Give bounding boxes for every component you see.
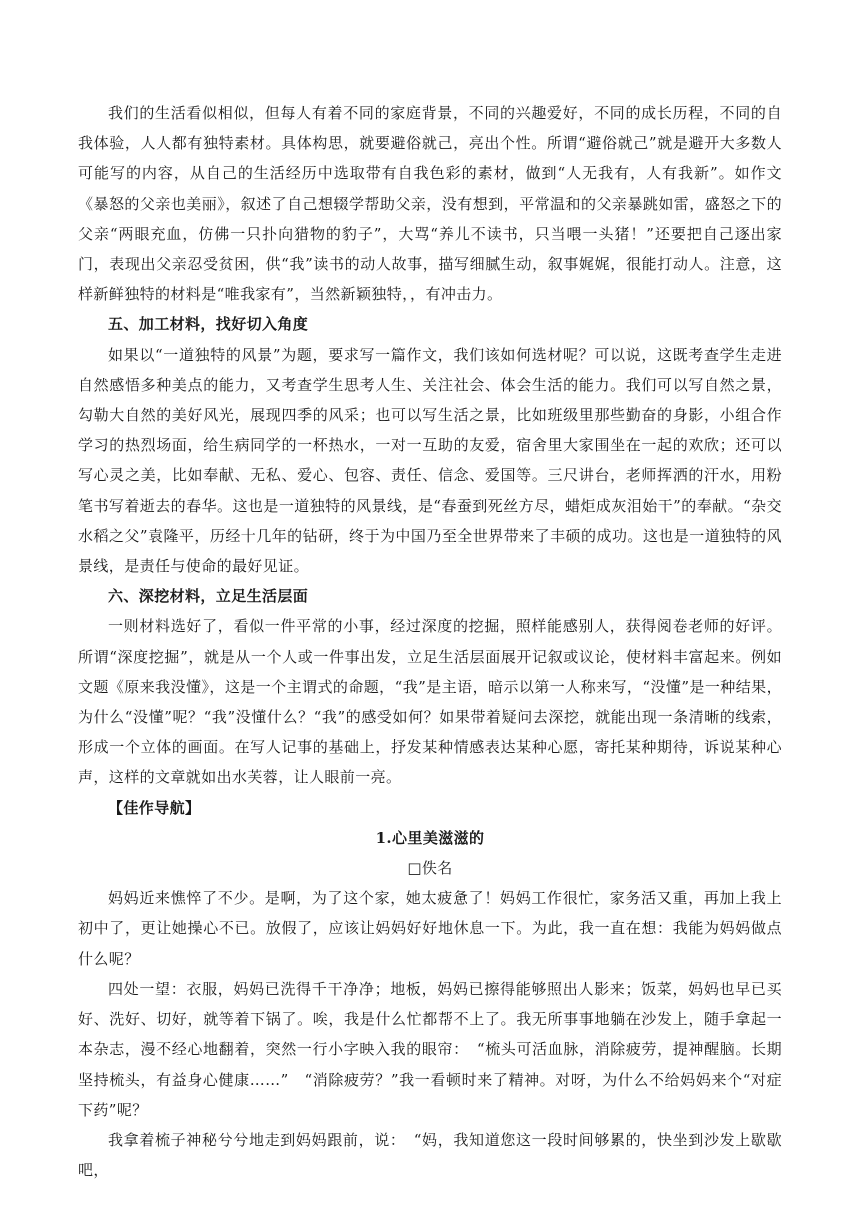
essay-title: 1.心里美滋滋的 [375,828,485,847]
section-heading-5: 五、加工材料，找好切入角度 [108,315,309,334]
essay-paragraph: 四处一望：衣服，妈妈已洗得千干净净；地板，妈妈已擦得能够照出人影来；饭菜，妈妈也早已买好、洗好、切好，就等着下锅了。唉，我是什么忙都帮不上了。我无所事事地躺在沙发上，随手拿起一本杂志，漫不经心地翻着，突然一行小字映入我的眼帘： “梳头可活血脉，消除疲劳，提神醒脑。长期坚持梳头，有益身心健康……” “消除疲劳？”我一看顿时来了精神。对呀，为什么不给妈妈来个“对症下药”呢？ [78,979,782,1119]
featured-essays-label: 【佳作导航】 [108,798,201,817]
essay-paragraph: 妈妈近来憔悴了不少。是啊，为了这个家，她太疲惫了！妈妈工作很忙，家务活又重，再加上我上初中了，更让她操心不已。放假了，应该让妈妈好好地休息一下。为此，我一直在想：我能为妈妈做点什么呢？ [78,889,782,968]
body-paragraph: 我们的生活看似相似，但每人有着不同的家庭背景，不同的兴趣爱好，不同的成长历程，不同的自我体验，人人都有独特素材。具体构思，就要避俗就己，亮出个性。所谓“避俗就己”就是避开大多数人可能写的内容，从自己的生活经历中选取带有自我色彩的素材，做到“人无我有，人有我新”。如作文《暴怒的父亲也美丽》，叙述了自己想辍学帮助父亲，没有想到，平常温和的父亲暴跳如雷，盛怒之下的父亲“两眼充血，仿佛一只扑向猎物的豹子”，大骂“养儿不读书，只当喂一头猪！”还要把自己逐出家门，表现出父亲忍受贫困，供“我”读书的动人故事，描写细腻生动，叙事娓娓，很能打动人。注意，这样新鲜独特的材料是“唯我家有”，当然新颖独特，，有冲击力。 [78,104,782,304]
essay-author: □佚名 [407,859,453,878]
body-paragraph: 如果以“一道独特的风景”为题，要求写一篇作文，我们该如何选材呢？可以说，这既考查学生走进自然感悟多种美点的能力，又考查学生思考人生、关注社会、体会生活的能力。我们可以写自然之景，勾勒大自然的美好风光，展现四季的风采；也可以写生活之景，比如班级里那些勤奋的身影，小组合作学习的热烈场面，给生病同学的一杯热水，一对一互助的友爱，宿舍里大家围坐在一起的欢欣；还可以写心灵之美，比如奉献、无私、爱心、包容、责任、信念、爱国等。三尺讲台，老师挥洒的汗水，用粉笔书写着逝去的春华。这也是一道独特的风景线，是“春蚕到死丝方尽，蜡炬成灰泪始干”的奉献。“杂交水稻之父”袁隆平，历经十几年的钻研，终于为中国乃至全世界带来了丰硕的成功。这也是一道独特的风景线，是责任与使命的最好见证。 [78,345,782,576]
section-heading-6: 六、深挖材料，立足生活层面 [108,587,309,606]
body-paragraph: 一则材料选好了，看似一件平常的小事，经过深度的挖掘，照样能感别人，获得阅卷老师的好评。所谓“深度挖掘”，就是从一个人或一件事出发，立足生活层面展开记叙或议论，使材料丰富起来。例如文题《原来我没懂》，这是一个主谓式的命题，“我”是主语，暗示以第一人称来写，“没懂”是一种结果，为什么“没懂”呢？“我”没懂什么？“我”的感受如何？如果带着疑问去深挖，就能出现一条清晰的线索，形成一个立体的画面。在写人记事的基础上，抒发某种情感表达某种心愿，寄托某种期待，诉说某种心声，这样的文章就如出水芙蓉，让人眼前一亮。 [78,617,782,787]
essay-paragraph: 我拿着梳子神秘兮兮地走到妈妈跟前，说： “妈，我知道您这一段时间够累的，快坐到沙发上歇歇吧， [78,1130,782,1180]
